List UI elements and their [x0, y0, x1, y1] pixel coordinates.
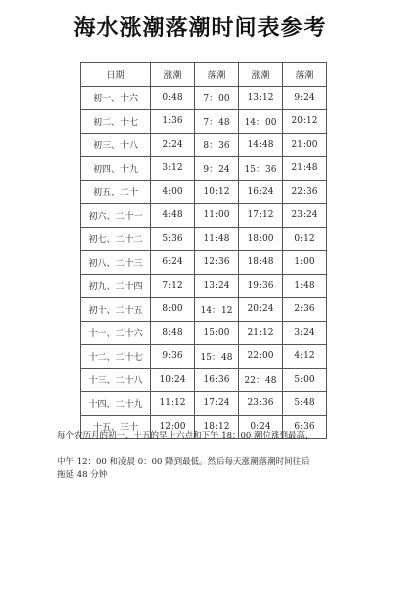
table-header-row	[81, 63, 327, 87]
header-date: 日期	[81, 63, 151, 87]
time-cell: 10:12	[195, 180, 239, 204]
table-row	[81, 298, 327, 322]
time-cell: 8：36	[195, 133, 239, 157]
time-cell: 9：24	[195, 157, 239, 181]
table-row	[81, 368, 327, 392]
table-body	[81, 86, 327, 439]
time-cell: 6:24	[151, 251, 195, 275]
table-row	[81, 180, 327, 204]
note-line: 每个农历月的初一、十五的早上六点和下午 18：00 潮位涨到最高，	[57, 431, 314, 441]
date-cell: 初八、二十三	[81, 251, 151, 275]
time-cell: 12:00	[151, 415, 195, 439]
time-cell: 7:12	[151, 274, 195, 298]
time-cell: 7：48	[195, 110, 239, 134]
time-cell: 22:00	[239, 345, 283, 369]
date-cell: 十一、二十六	[81, 321, 151, 345]
date-cell: 初七、二十二	[81, 227, 151, 251]
time-cell: 3:12	[151, 157, 195, 181]
time-cell: 5:00	[283, 368, 327, 392]
header-low-tide: 落潮	[283, 63, 327, 87]
time-cell: 4:12	[283, 345, 327, 369]
date-cell: 初五、二十	[81, 180, 151, 204]
time-cell: 18:48	[239, 251, 283, 275]
table-row	[81, 274, 327, 298]
table-row	[81, 110, 327, 134]
time-cell: 21:12	[239, 321, 283, 345]
date-cell: 十三、二十八	[81, 368, 151, 392]
time-cell: 15：48	[195, 345, 239, 369]
time-cell: 18:12	[195, 415, 239, 439]
time-cell: 13:24	[195, 274, 239, 298]
table-row	[81, 321, 327, 345]
time-cell: 11:12	[151, 392, 195, 416]
date-cell: 初九、二十四	[81, 274, 151, 298]
time-cell: 5:48	[283, 392, 327, 416]
time-cell: 16:24	[239, 180, 283, 204]
time-cell: 0:12	[283, 227, 327, 251]
date-cell: 初一、十六	[81, 86, 151, 110]
time-cell: 0:24	[239, 415, 283, 439]
time-cell: 4:00	[151, 180, 195, 204]
time-cell: 23:36	[239, 392, 283, 416]
time-cell: 7：00	[195, 86, 239, 110]
tide-table	[80, 62, 327, 439]
time-cell: 10:24	[151, 368, 195, 392]
time-cell: 22:36	[283, 180, 327, 204]
date-cell: 初二、十七	[81, 110, 151, 134]
time-cell: 11:00	[195, 204, 239, 228]
page-title: 海水涨潮落潮时间表参考	[73, 15, 327, 41]
time-cell: 3:24	[283, 321, 327, 345]
time-cell: 20:24	[239, 298, 283, 322]
time-cell: 13:12	[239, 86, 283, 110]
time-cell: 1:36	[151, 110, 195, 134]
date-cell: 十四、二十九	[81, 392, 151, 416]
table-row	[81, 133, 327, 157]
time-cell: 20:12	[283, 110, 327, 134]
table-row	[81, 157, 327, 181]
time-cell: 23:24	[283, 204, 327, 228]
time-cell: 9:36	[151, 345, 195, 369]
time-cell: 22：48	[239, 368, 283, 392]
time-cell: 17:24	[195, 392, 239, 416]
table-row	[81, 86, 327, 110]
table-row	[81, 392, 327, 416]
date-cell: 十二、二十七	[81, 345, 151, 369]
header-high-tide: 涨潮	[151, 63, 195, 87]
table-row	[81, 227, 327, 251]
time-cell: 1:48	[283, 274, 327, 298]
time-cell: 14：00	[239, 110, 283, 134]
time-cell: 1:00	[283, 251, 327, 275]
time-cell: 16:36	[195, 368, 239, 392]
date-cell: 十五、三十	[81, 415, 151, 439]
time-cell: 6:36	[283, 415, 327, 439]
time-cell: 0:48	[151, 86, 195, 110]
date-cell: 初四、十九	[81, 157, 151, 181]
time-cell: 5:36	[151, 227, 195, 251]
time-cell: 14:48	[239, 133, 283, 157]
time-cell: 4:48	[151, 204, 195, 228]
time-cell: 2:36	[283, 298, 327, 322]
time-cell: 14：12	[195, 298, 239, 322]
time-cell: 19:36	[239, 274, 283, 298]
time-cell: 21:48	[283, 157, 327, 181]
time-cell: 11:48	[195, 227, 239, 251]
time-cell: 21:00	[283, 133, 327, 157]
time-cell: 17:12	[239, 204, 283, 228]
note-line: 拖延 48 分钟	[57, 470, 108, 480]
time-cell: 8:48	[151, 321, 195, 345]
table-row	[81, 204, 327, 228]
table-row	[81, 251, 327, 275]
time-cell: 15:00	[195, 321, 239, 345]
date-cell: 初十、二十五	[81, 298, 151, 322]
note-line: 中午 12：00 和凌晨 0：00 降到最低。然后每天涨潮落潮时间往后	[57, 457, 310, 467]
time-cell: 8:00	[151, 298, 195, 322]
time-cell: 9:24	[283, 86, 327, 110]
date-cell: 初六、二十一	[81, 204, 151, 228]
header-high-tide: 涨潮	[239, 63, 283, 87]
time-cell: 12:36	[195, 251, 239, 275]
time-cell: 18:00	[239, 227, 283, 251]
time-cell: 15：36	[239, 157, 283, 181]
table-row	[81, 345, 327, 369]
date-cell: 初三、十八	[81, 133, 151, 157]
header-low-tide: 落潮	[195, 63, 239, 87]
time-cell: 2:24	[151, 133, 195, 157]
